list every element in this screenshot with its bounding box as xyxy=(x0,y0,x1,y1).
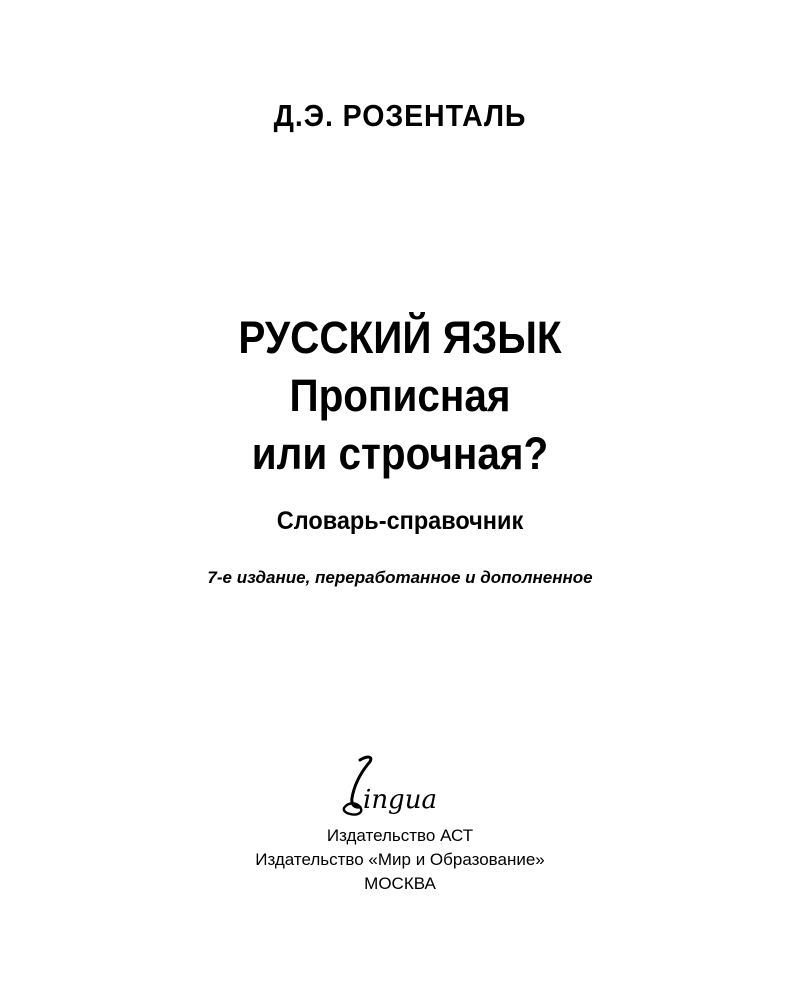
book-subtitle-line-2: или строчная? xyxy=(251,428,549,479)
logo-text: ingua xyxy=(363,785,437,815)
publisher-city: МОСКВА xyxy=(364,874,436,893)
book-title: РУССКИЙ ЯЗЫК xyxy=(238,312,562,363)
edition-note: 7-е издание, переработанное и дополненное xyxy=(207,568,593,587)
author-name: Д.Э. РОЗЕНТАЛЬ xyxy=(273,98,527,133)
quill-pen-icon xyxy=(330,752,440,822)
publisher-name-2: Издательство «Мир и Образование» xyxy=(255,850,545,869)
publisher-logo xyxy=(330,752,440,822)
book-subtitle-line-1: Прописная xyxy=(289,370,511,421)
publisher-name-1: Издательство АСТ xyxy=(326,826,474,845)
book-genre: Словарь-справочник xyxy=(276,507,524,535)
